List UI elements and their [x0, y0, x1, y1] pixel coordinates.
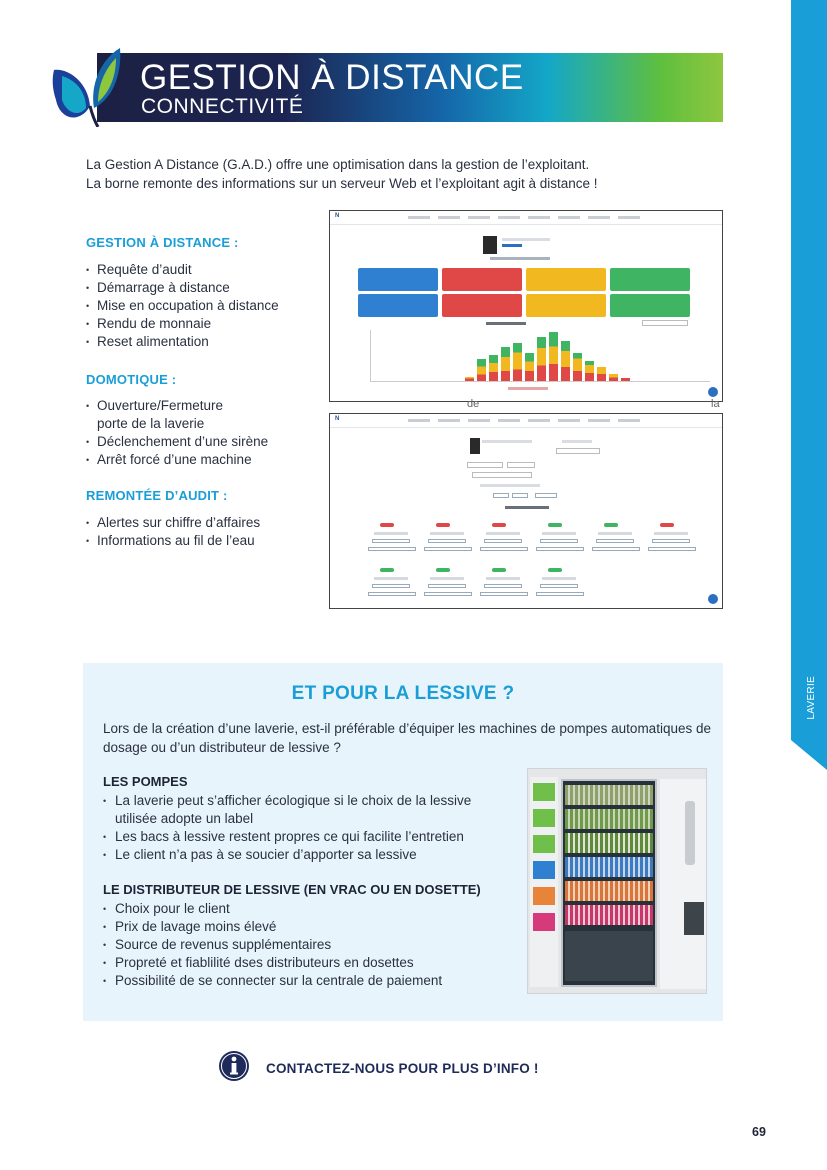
list-item: • Informations au fil de l’eau	[86, 532, 260, 550]
page-title: GESTION À DISTANCE	[140, 58, 524, 97]
shelf	[565, 809, 653, 829]
coin-slot	[685, 801, 695, 865]
chart-legend	[508, 387, 548, 390]
machine-tile	[648, 517, 696, 559]
info-icon	[218, 1050, 250, 1082]
chart-bar	[501, 347, 510, 381]
chart-bar	[585, 361, 594, 381]
placeholder-line	[490, 257, 550, 260]
kpi-card	[610, 294, 690, 317]
kpi-card	[358, 268, 438, 291]
help-icon[interactable]	[708, 594, 718, 604]
placeholder-line	[482, 440, 532, 443]
shelf	[565, 881, 653, 901]
pompes-list	[103, 792, 471, 864]
price-tag	[533, 783, 555, 801]
placeholder-button	[507, 462, 535, 468]
kpi-card	[442, 268, 522, 291]
vending-machine-photo	[527, 768, 707, 994]
price-tag	[533, 835, 555, 853]
kpi-card	[358, 294, 438, 317]
machines-screenshot	[329, 413, 723, 609]
side-tab-label: LAVERIE	[806, 676, 817, 720]
list-item: porte de la laverie	[97, 416, 205, 431]
pompes-title: LES POMPES	[103, 774, 188, 789]
dashboard-screenshot	[329, 210, 723, 402]
placeholder-button	[535, 493, 557, 498]
machine-tile	[424, 562, 472, 604]
list-item: • Reset alimentation	[86, 333, 279, 351]
intro-paragraph	[86, 155, 706, 193]
chart-bar	[597, 367, 606, 381]
chart-bar	[513, 343, 522, 381]
list-item: • Source de revenus supplémentaires	[103, 936, 442, 954]
machine-tile	[592, 517, 640, 559]
list-item: • Choix pour le client	[103, 900, 442, 918]
list-item: • Ouverture/Fermeture	[86, 397, 268, 415]
placeholder-button	[512, 493, 528, 498]
vending-price-column	[530, 777, 558, 987]
placeholder-line	[562, 440, 592, 443]
list-item: • Déclenchement d’une sirène	[86, 433, 268, 451]
chart-bar	[489, 355, 498, 381]
chart-bar	[477, 359, 486, 381]
chart-bar	[573, 353, 582, 381]
kpi-card	[610, 268, 690, 291]
chart-bar	[549, 332, 558, 381]
chart-bar	[525, 353, 534, 381]
chart-bar	[465, 377, 474, 381]
list-item: • Les bacs à lessive restent propres ce qui facilite l’entretien	[103, 828, 471, 846]
chart-filter	[642, 320, 688, 326]
list-item: • Alertes sur chiffre d’affaires	[86, 514, 260, 532]
machine-tile	[368, 517, 416, 559]
distributeur-title: LE DISTRIBUTEUR DE LESSIVE (EN VRAC OU EN DOSETTE)	[103, 882, 481, 897]
contact-cta[interactable]: CONTACTEZ-NOUS POUR PLUS D’INFO !	[266, 1061, 539, 1076]
list-item: • Prix de lavage moins élevé	[103, 918, 442, 936]
screenshot-logo: N	[335, 416, 340, 422]
placeholder-button	[472, 472, 532, 478]
distributeur-list	[103, 900, 442, 990]
machine-tile	[424, 517, 472, 559]
list-item: • Propreté et fiablilité dses distributeurs en dosettes	[103, 954, 442, 972]
stray-text: de	[467, 398, 480, 410]
section-title-gad: GESTION À DISTANCE :	[86, 235, 239, 250]
revenue-chart	[370, 330, 710, 382]
gad-list	[86, 261, 279, 351]
kpi-card	[526, 268, 606, 291]
price-tag	[533, 861, 555, 879]
page-subtitle: CONNECTIVITÉ	[141, 95, 304, 118]
lessive-title: ET POUR LA LESSIVE ?	[291, 683, 515, 704]
audit-list	[86, 514, 260, 550]
domotique-list	[86, 397, 268, 469]
list-item: • Démarrage à distance	[86, 279, 279, 297]
list-item: • Rendu de monnaie	[86, 315, 279, 333]
screenshot-navbar	[330, 211, 722, 225]
card-slot	[684, 902, 704, 935]
chart-bar	[537, 337, 546, 381]
placeholder-button	[467, 462, 503, 468]
chart-bar	[561, 341, 570, 381]
section-title-domotique: DOMOTIQUE :	[86, 372, 177, 387]
machine-tile	[480, 562, 528, 604]
screenshot-logo: N	[335, 213, 340, 219]
list-item: • Mise en occupation à distance	[86, 297, 279, 315]
shelf	[565, 785, 653, 805]
page-number: 69	[752, 1125, 766, 1139]
lessive-question: Lors de la création d’une laverie, est-il préférable d’équiper les machines de pompes automatiques de dosage ou d’un distributeur de lessive ?	[103, 721, 711, 755]
price-tag	[533, 887, 555, 905]
shelf	[565, 905, 653, 925]
list-item: • Arrêt forcé d’une machine	[86, 451, 268, 469]
list-item: • Le client n’a pas à se soucier d’apporter sa lessive	[103, 846, 471, 864]
screenshot-nav-items	[408, 419, 648, 422]
list-item: • Possibilité de se connecter sur la centrale de paiement	[103, 972, 442, 990]
placeholder-button	[493, 493, 509, 498]
chart-bar	[609, 374, 618, 381]
shelf	[565, 833, 653, 853]
machine-tile	[480, 517, 528, 559]
kpi-card	[442, 294, 522, 317]
machine-tile	[536, 517, 584, 559]
intro-line: La borne remonte des informations sur un serveur Web et l’exploitant agit à distance !	[86, 176, 598, 191]
intro-line: La Gestion A Distance (G.A.D.) offre une optimisation dans la gestion de l’exploitant.	[86, 157, 590, 172]
stray-text: la	[711, 398, 720, 410]
help-icon[interactable]	[708, 387, 718, 397]
side-tab	[791, 0, 827, 770]
screenshot-navbar	[330, 414, 722, 428]
kpi-card	[526, 294, 606, 317]
placeholder-line	[502, 238, 550, 241]
machine-tile	[368, 562, 416, 604]
placeholder-line	[505, 506, 549, 509]
vending-window	[561, 779, 657, 987]
collection-area	[565, 931, 653, 981]
machine-tile	[536, 562, 584, 604]
placeholder-line	[486, 322, 526, 325]
leaf-logo-icon	[50, 42, 130, 127]
machine-thumbnail	[483, 236, 497, 254]
list-item: • La laverie peut s’afficher écologique si le choix de la lessive	[103, 792, 471, 810]
machine-thumbnail	[470, 438, 480, 454]
list-item: • Requête d’audit	[86, 261, 279, 279]
price-tag	[533, 913, 555, 931]
price-tag	[533, 809, 555, 827]
placeholder-badge	[502, 244, 522, 247]
vending-control-panel	[660, 779, 706, 989]
list-item: utilisée adopte un label	[115, 811, 254, 826]
placeholder-button	[556, 448, 600, 454]
shelf	[565, 857, 653, 877]
section-title-audit: REMONTÉE D’AUDIT :	[86, 488, 228, 503]
screenshot-nav-items	[408, 216, 648, 219]
placeholder-line	[480, 484, 540, 487]
chart-bar	[621, 378, 630, 381]
